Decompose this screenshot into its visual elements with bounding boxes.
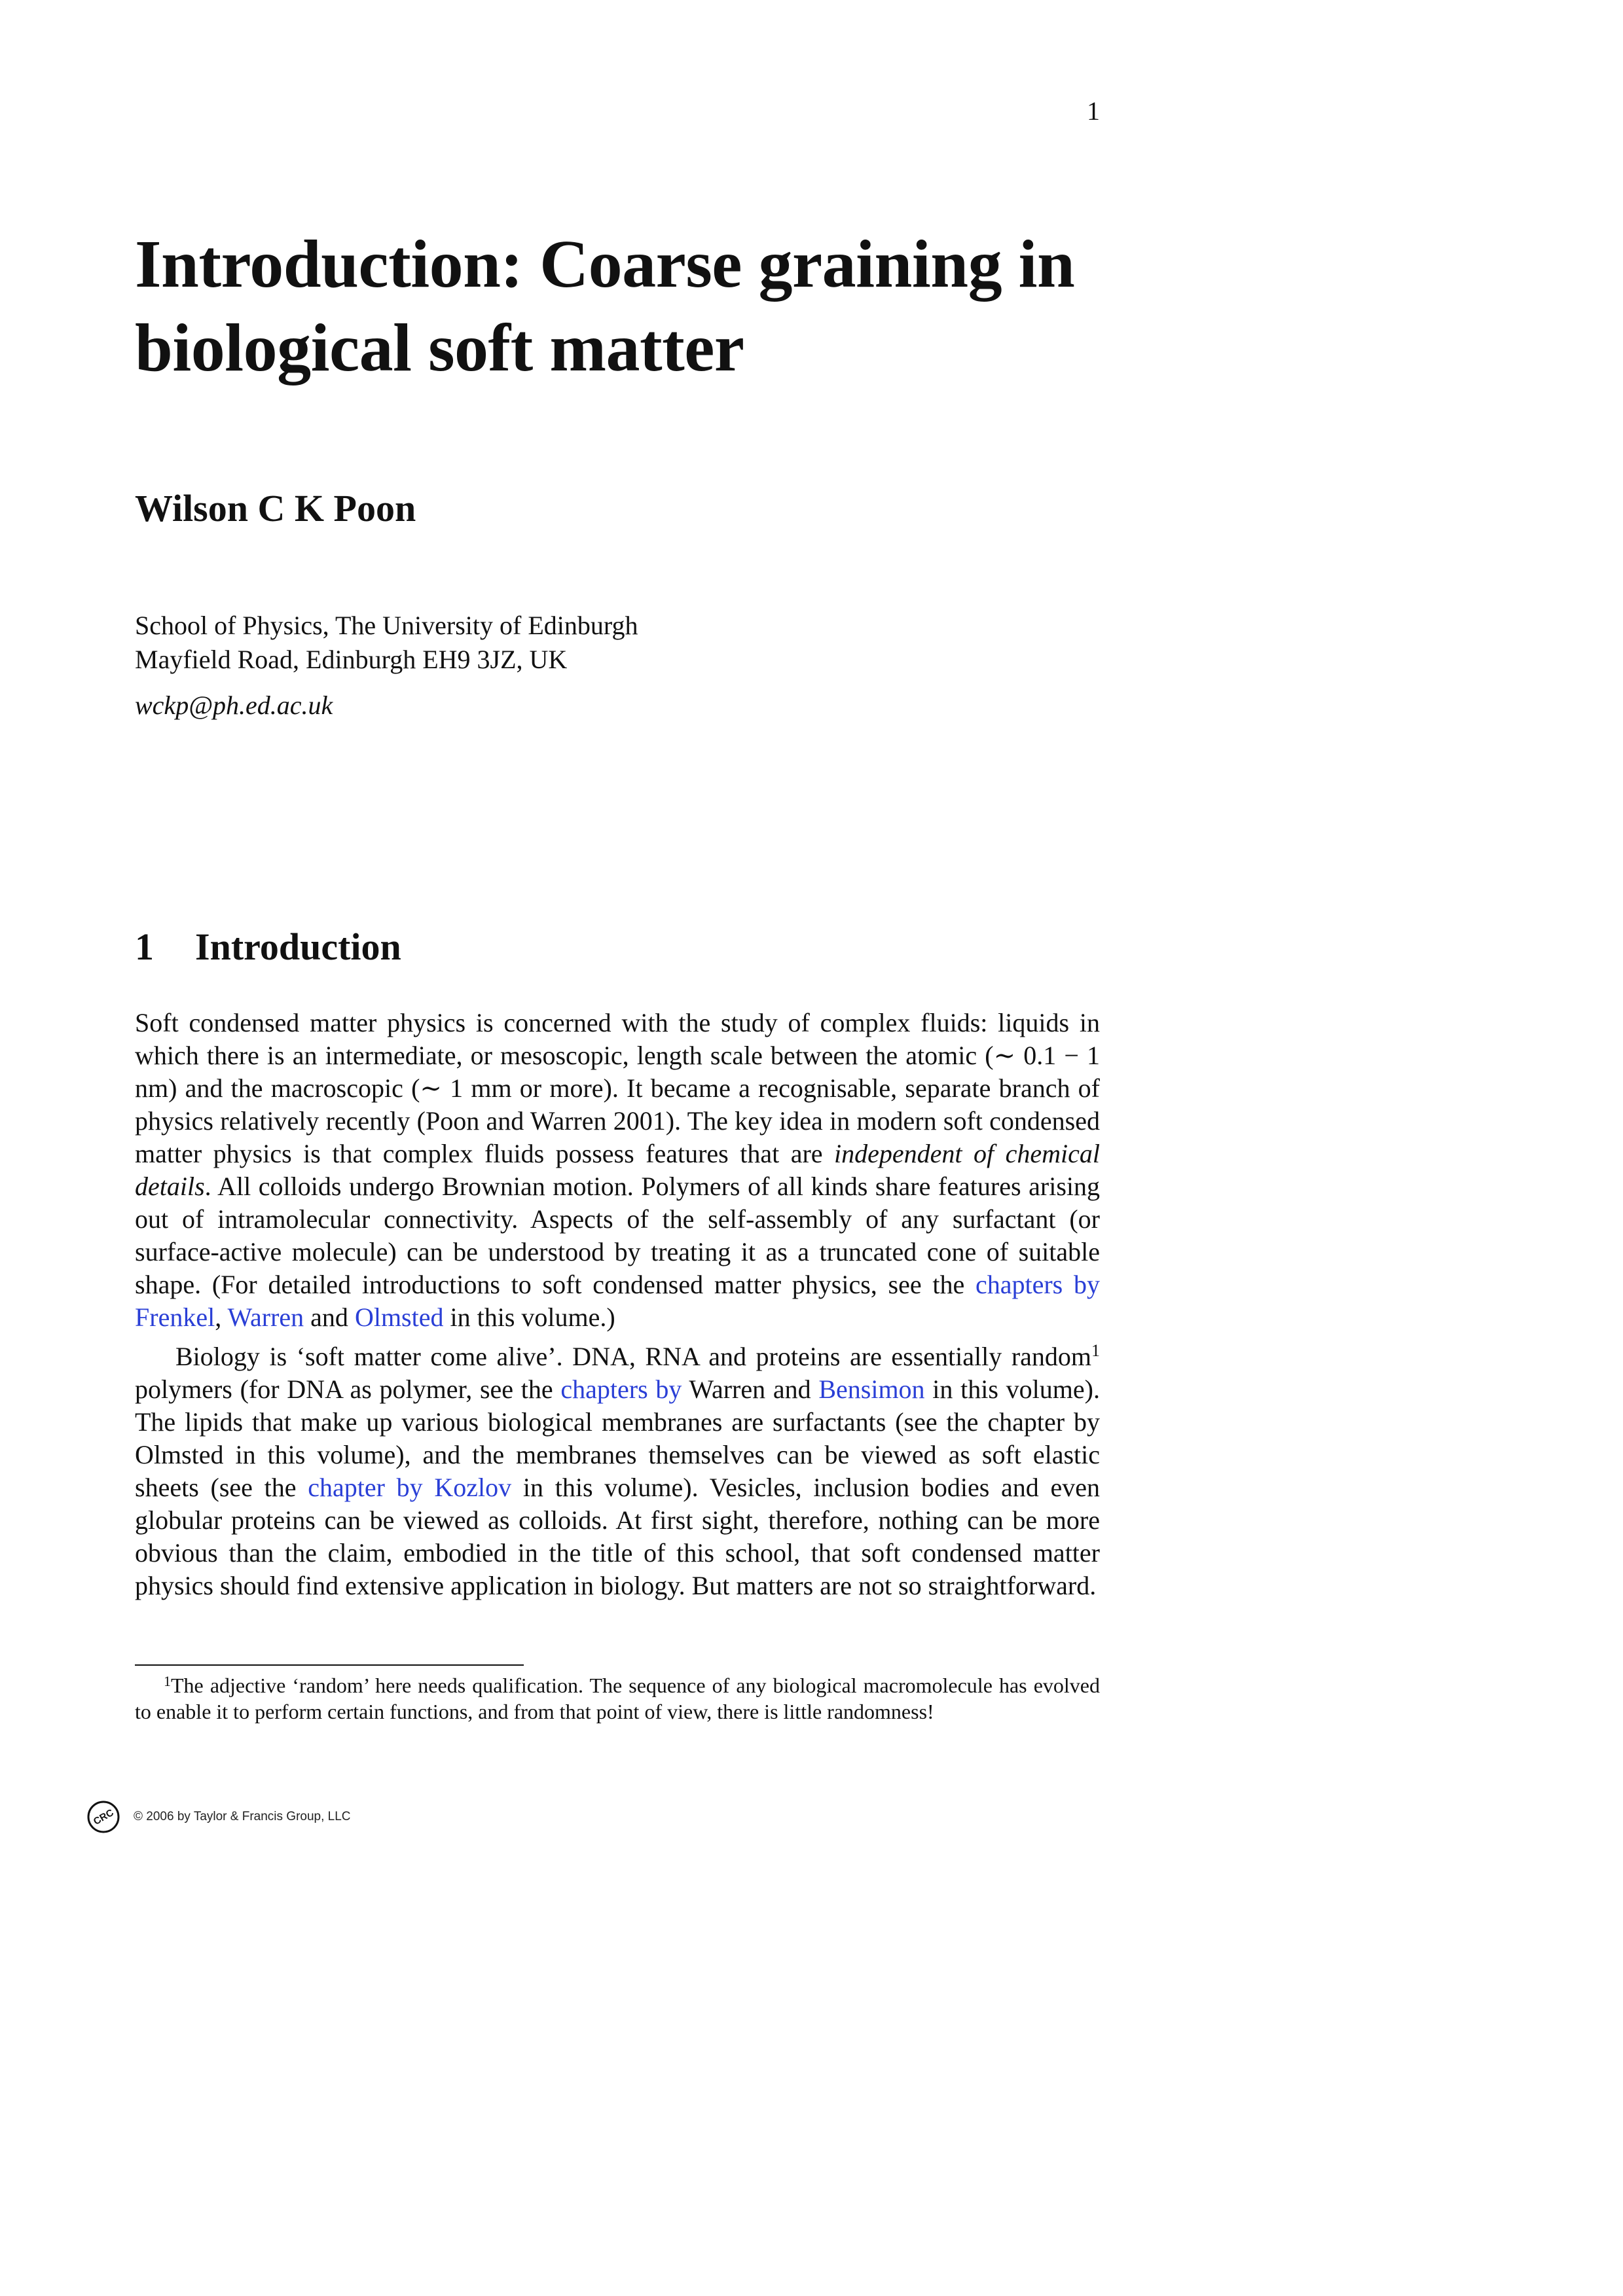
- author-email: wckp@ph.ed.ac.uk: [135, 691, 333, 720]
- section-number: 1: [135, 925, 154, 968]
- link-chapters-by[interactable]: chapters by: [560, 1374, 682, 1404]
- affiliation-line-2: Mayfield Road, Edinburgh EH9 3JZ, UK: [135, 645, 568, 674]
- title-line-1: Introduction: Coarse graining in: [135, 226, 1075, 302]
- link-chapter-by-kozlov[interactable]: chapter by Kozlov: [308, 1473, 512, 1502]
- footnote-number: 1: [164, 1673, 171, 1689]
- crc-logo-icon: [86, 1800, 120, 1834]
- title-line-2: biological soft matter: [135, 310, 744, 386]
- paragraph-1: Soft condensed matter physics is concerned with the study of complex fluids: liquids in which there is an intermediate, or mesoscopic, length scale between the atomic (∼ 0.1 − 1 nm) and the macroscopic (∼ 1 mm or more). It became a recognisable, separate branch of physics relatively recently (Poon and Warren 2001). The key idea in modern soft condensed matter physics is that complex fluids possess features that are independent of chemical details. All colloids undergo Brownian motion. Polymers of all kinds share features arising out of intramolecular connectivity. Aspects of the self-assembly of any surfactant (or surface-active molecule) can be understood by treating it as a truncated cone of suitable shape. (For detailed introductions to soft condensed matter physics, see the chapters by Frenkel, Warren and Olmsted in this volume.): [135, 1008, 1100, 1332]
- section-heading: [135, 924, 401, 970]
- paper-title: [135, 223, 1117, 390]
- section-title: Introduction: [195, 925, 401, 968]
- affiliation-line-1: School of Physics, The University of Edinburgh: [135, 611, 638, 640]
- footnote-marker[interactable]: 1: [1091, 1341, 1100, 1360]
- link-chapters-by-frenkel[interactable]: chapters by Frenkel: [135, 1270, 1100, 1332]
- link-olmsted[interactable]: Olmsted: [354, 1302, 444, 1332]
- link-bensimon[interactable]: Bensimon: [818, 1374, 925, 1404]
- footnote-divider: [135, 1664, 524, 1666]
- copyright-text: © 2006 by Taylor & Francis Group, LLC: [134, 1810, 351, 1823]
- footnote-text: The adjective ‘random’ here needs qualification. The sequence of any biological macromolecule has evolved to enable it to perform certain functions, and from that point of view, there is little randomness!: [135, 1674, 1100, 1723]
- emphasis-text: independent of chemical details: [135, 1139, 1100, 1201]
- footnote: [135, 1672, 1100, 1725]
- link-warren[interactable]: Warren: [227, 1302, 304, 1332]
- paragraph-2: Biology is ‘soft matter come alive’. DNA, RNA and proteins are essentially random$^1$ polymers (for DNA as polymer, see the chapters by Warren and Bensimon in this volume). The lipids that make up various biological membranes are surfactants (see the chapter by Olmsted in this volume), and the membranes themselves can be viewed as soft elastic sheets (see the chapter by Kozlov in this volume). Vesicles, inclusion bodies and even globular proteins can be viewed as colloids. At first sight, therefore, nothing can be more obvious than the claim, embodied in the title of this school, that soft condensed matter physics should find extensive application in biology. But matters are not so straightforward.: [135, 1341, 1100, 1600]
- author-name: Wilson C K Poon: [135, 487, 416, 529]
- copyright-notice: [86, 1799, 351, 1835]
- affiliation: [135, 609, 638, 677]
- crc-logo-text: CRC: [91, 1806, 116, 1827]
- section-body: [135, 1007, 1100, 1602]
- page-number: 1: [1087, 96, 1100, 126]
